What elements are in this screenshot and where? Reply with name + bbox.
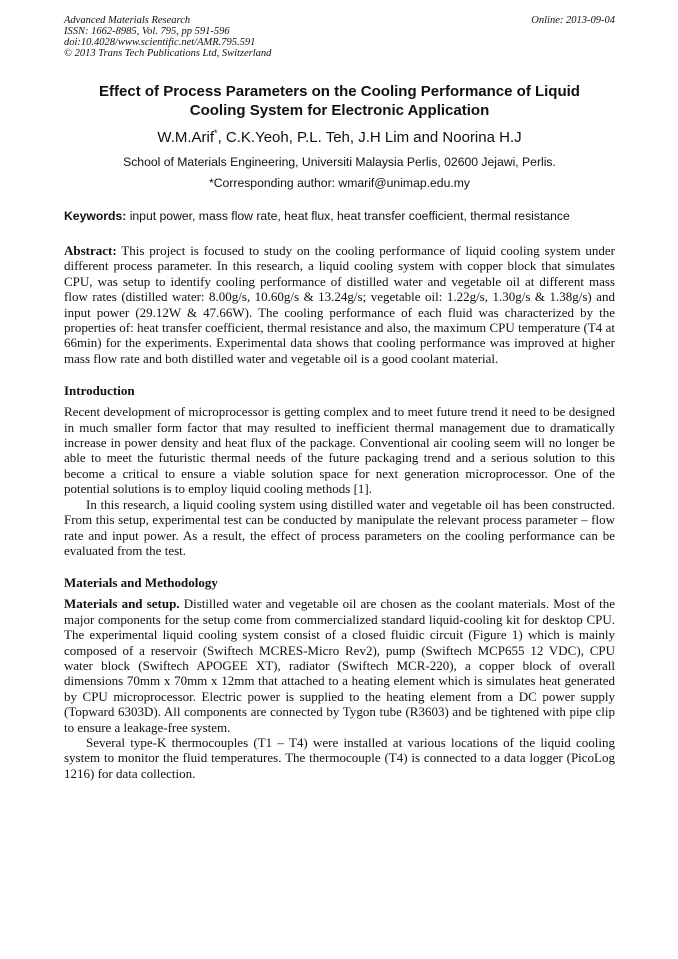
keywords-text: input power, mass flow rate, heat flux, heat transfer coefficient, thermal resistance [126, 209, 570, 223]
introduction-heading: Introduction [64, 383, 135, 399]
paper-title: Effect of Process Parameters on the Cooling Performance of Liquid Cooling System for Electronic Application [99, 83, 580, 119]
methodology-paragraph-2: Several type-K thermocouples (T1 – T4) were installed at various locations of the liquid cooling system to monitor the fluid temperatures. The thermocouple (T4) is connected to a data logger (PicoLog 1216) for data collection. [64, 734, 615, 781]
corresponding-mark: * [214, 128, 218, 138]
masthead [64, 0, 615, 73]
copyright-line: © 2013 Trans Tech Publications Ltd, Switzerland [64, 48, 272, 59]
online-date: Online: 2013-09-04 [531, 15, 615, 26]
methodology-heading: Materials and Methodology [64, 575, 218, 591]
introduction-paragraph-2: In this research, a liquid cooling system using distilled water and vegetable oil has been constructed. From this setup, experimental test can be conducted by manipulate the relevant process parameter – flow rate and input power. As a result, the effect of process parameters on the cooling performance can be evaluated from the test. [64, 496, 615, 558]
keywords-label: Keywords: [64, 209, 127, 223]
issn-line: ISSN: 1662-8985, Vol. 795, pp 591-596 [64, 26, 230, 37]
affiliation: School of Materials Engineering, Universiti Malaysia Perlis, 02600 Jejawi, Perlis. [123, 155, 556, 169]
abstract [64, 243, 615, 366]
author-list [64, 124, 615, 147]
corresponding-author: *Corresponding author: wmarif@unimap.edu.my [209, 176, 470, 190]
doi-line: doi:10.4028/www.scientific.net/AMR.795.591 [64, 37, 256, 48]
methodology-paragraph-1 [64, 596, 615, 735]
keywords [64, 209, 615, 224]
setup-label: Materials and setup. [64, 596, 180, 612]
first-author: W.M.Arif [157, 129, 215, 146]
setup-text: Distilled water and vegetable oil are chosen as the coolant materials. Most of the major components for the setup come from commercialized standard liquid-cooling kit for desktop CPU. The experimental liquid cooling system consist of a closed fluidic circuit (Figure 1) which is mainly composed of a reservoir (Swiftech MCRES-Micro Rev2), pump (Swiftech MCP655 12 VDC), CPU water block (Swiftech APOGEE XT), radiator (Swiftech MCR-220), a copper block of overall dimensions 70mm x 70mm x 12mm that attached to a heating element which is simulates heat generated by CPU microprocessor. Electric power is supplied to the heating element from a DC power supply (Topward 6303D). All components are connected by Tygon tube (R3603) and be tightened with pipe clip to ensure a leakage-free system. [64, 596, 616, 735]
introduction-paragraph-1: Recent development of microprocessor is getting complex and to meet future trend it need to be designed in much smaller form factor that may resulted to inefficient thermal management due to dramatically increase in power density and heat flux of the package. Conventional air cooling seem will no longer be able to meet the futuristic thermal needs of the future packaging trend and a serious solution to this become a critical to ensure a viable solution space for next generation microprocessor. One of the potential solutions is to employ liquid cooling methods [1]. [64, 404, 615, 497]
abstract-text: This project is focused to study on the cooling performance of liquid cooling system under different process parameter. In this research, a liquid cooling system with copper block that simulates CPU, was setup to identify cooling performance of distilled water and vegetable oil at different mass flow rates (distilled water: 8.00g/s, 10.60g/s & 13.24g/s; vegetable oil: 1.22g/s, 1.30g/s & 1.38g/s) and input power (29.12W & 47.66W). The cooling performance of each fluid was characterized by the properties of: heat transfer coefficient, thermal resistance and also, the maximum CPU temperature (T4 at 66min) for the experiments. Experimental data shows that cooling performance was improved at higher mass flow rate and both distilled water and vegetable oil is a good coolant material. [64, 243, 615, 366]
other-authors: , C.K.Yeoh, P.L. Teh, J.H Lim and Noorina H.J [217, 129, 522, 146]
journal-name: Advanced Materials Research [64, 15, 191, 26]
abstract-label: Abstract: [64, 243, 117, 258]
